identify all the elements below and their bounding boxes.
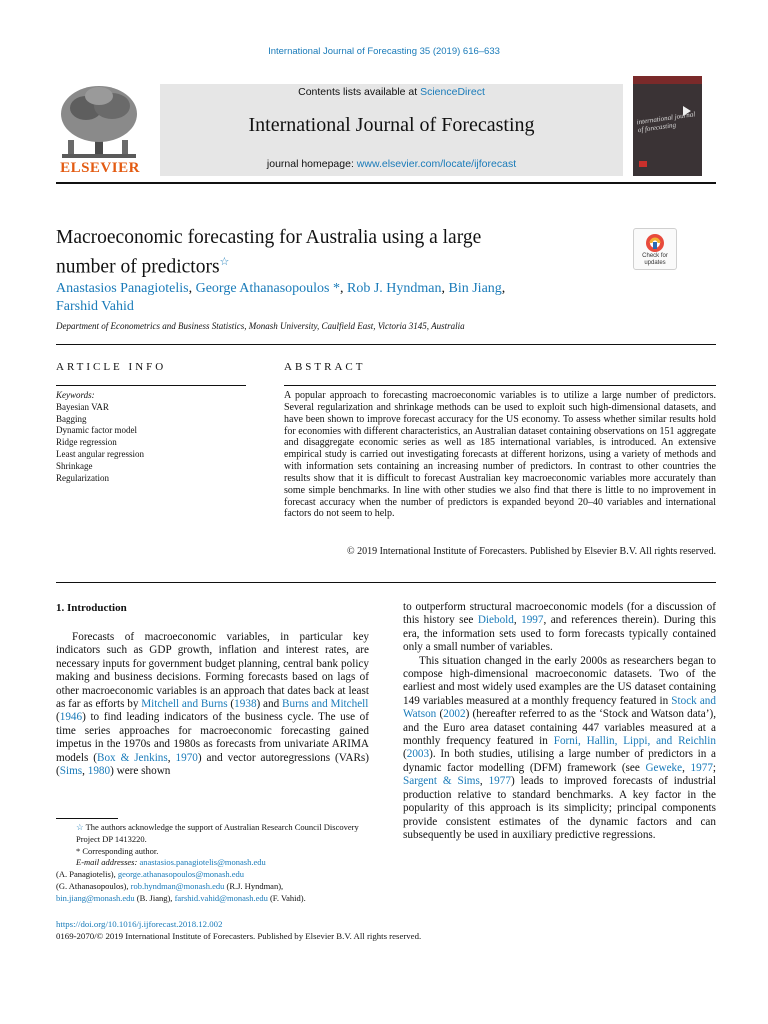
- contents-prefix: Contents lists available at: [298, 86, 421, 98]
- keyword: Dynamic factor model: [56, 425, 137, 436]
- author-separator: ,: [441, 281, 449, 296]
- affiliation-rule: [56, 344, 716, 345]
- journal-banner: [160, 84, 623, 176]
- homepage-line: [160, 158, 623, 170]
- citation-year-link[interactable]: 1997: [521, 614, 544, 627]
- citation-link[interactable]: Burns and Mitchell: [282, 698, 369, 711]
- author-separator: ,: [188, 281, 196, 296]
- email-link[interactable]: george.athanasopoulos@monash.edu: [117, 869, 245, 880]
- footnotes: [56, 822, 376, 905]
- email-owner: (A. Panagiotelis),: [56, 869, 118, 880]
- sciencedirect-link[interactable]: ScienceDirect: [420, 86, 485, 98]
- author-list: [56, 280, 656, 316]
- funding-footnote: [56, 822, 376, 846]
- citation-link[interactable]: Sims: [59, 765, 83, 778]
- journal-reference[interactable]: International Journal of Forecasting 35 (2019) 616–633: [268, 46, 500, 57]
- citation-year-link[interactable]: 1977: [690, 761, 713, 774]
- footnote-text: Corresponding author.: [80, 845, 159, 856]
- text-run: This situation changed in the early 2000s as researchers began to compose high-dimensional macroeconomic datasets. Two of the earliest and most widely used examples are the US dataset containing 149 variables measured at a monthly frequency featured in: [403, 654, 716, 707]
- text-run: ) leads to improved forecasts of industrial production relative to standard benchmarks. A key factor in the popularity of this approach is its simplicity; principal components provide consistent estimates of the dynamic factors and can subsequently be used in auxiliary predictive regressions.: [403, 775, 716, 841]
- journal-name: International Journal of Forecasting: [248, 114, 535, 136]
- cover-title: international journal of forecasting: [636, 110, 696, 135]
- text-run: ) and: [256, 698, 283, 711]
- abstract-text: A popular approach to forecasting macroeconomic variables is to utilize a large number of predictors. Several regularization and shrinkage methods can be used to exploit such high-dimensional datasets, and have been shown to improve forecast accuracy for the US economy. To assess whether similar results hold for economies with different characteristics, an Australian dataset containing observations on 151 aggregate and disaggregate economic series as well as 185 international variables, is introduced. An extensive empirical study is carried out investigating forecasts at different horizons, using a variety of methods and with information sets containing an increasing number of predictors. In contrast to other countries the results show that it is difficult to forecast Australian key macroeconomic variables more accurately than some simple benchmarks. In line with other studies we also find that there is little to no improvement in forecast accuracy when the number of predictors is expanded beyond 20–40 variables and international factors do not seem to help.: [284, 390, 716, 520]
- doi-link[interactable]: https://doi.org/10.1016/j.ijforecast.2018.12.002: [56, 919, 223, 929]
- keyword: Shrinkage: [56, 460, 93, 471]
- corresponding-mark[interactable]: *: [329, 281, 340, 296]
- email-link[interactable]: farshid.vahid@monash.edu: [174, 892, 268, 903]
- abstract-heading: ABSTRACT: [284, 361, 366, 373]
- author-link[interactable]: Bin Jiang: [448, 281, 502, 296]
- email-link[interactable]: bin.jiang@monash.edu: [56, 892, 135, 903]
- article-info-heading: ARTICLE INFO: [56, 361, 167, 373]
- email-footnote: [56, 857, 376, 904]
- citation-year-link[interactable]: 1938: [234, 698, 257, 711]
- intro-paragraph-1: [56, 631, 369, 778]
- text-run: ,: [513, 614, 522, 627]
- text-run: Forecasts of macroeconomic variables, in particular key indicators such as GDP growth, inflation and interest rates, are necessary inputs for government budget planning, central bank policy making and business decisions. Forming forecasts based on lags of other macroeconomic variables is an approach that dates back at least as far as efforts by: [56, 631, 369, 711]
- elsevier-wordmark: ELSEVIER: [60, 160, 140, 176]
- keyword: Ridge regression: [56, 437, 117, 448]
- citation-year-link[interactable]: 1970: [175, 751, 198, 764]
- intro-paragraph-continued: [403, 601, 716, 655]
- footnote-text: The authors acknowledge the support of Australian Research Council Discovery Project DP 1413220.: [76, 822, 359, 844]
- citation-link[interactable]: Geweke: [645, 761, 683, 774]
- citation-year-link[interactable]: 1946: [59, 711, 83, 724]
- corresponding-asterisk: *: [76, 845, 81, 856]
- text-run: ). In both studies, utilising a large number of predictors in a dynamic factor modelling (DFM) framework (see: [403, 748, 716, 774]
- introduction-heading: 1. Introduction: [56, 602, 127, 614]
- keyword: Bagging: [56, 413, 87, 424]
- citation-link[interactable]: Diebold: [477, 614, 514, 627]
- email-owner: (B. Jiang),: [134, 892, 175, 903]
- email-owner: (R.J. Hyndman),: [224, 880, 284, 891]
- text-run: (: [227, 698, 235, 711]
- citation-link[interactable]: Stock and Watson: [403, 694, 716, 721]
- text-run: ,: [82, 765, 88, 778]
- check-updates-icon: [645, 233, 665, 253]
- author-separator: ,: [340, 281, 347, 296]
- journal-cover-thumbnail[interactable]: [633, 76, 702, 176]
- title-footnote-star-icon[interactable]: ☆: [219, 256, 230, 268]
- intro-paragraph-2: [403, 655, 716, 843]
- contents-line: [160, 86, 623, 98]
- text-run: ) were shown: [110, 765, 171, 778]
- citation-link[interactable]: Forni, Hallin, Lippi, and Reichlin: [553, 735, 716, 748]
- body-left-column: [56, 631, 369, 778]
- keywords-heading: Keywords:: [56, 390, 95, 400]
- citation-link[interactable]: Mitchell and Burns: [141, 698, 228, 711]
- journal-homepage-link[interactable]: www.elsevier.com/locate/ijforecast: [356, 158, 517, 170]
- text-run: (: [403, 748, 407, 761]
- keywords-list: [56, 390, 246, 484]
- text-run: ,: [682, 761, 691, 774]
- text-run: ) (hereafter referred to as the ‘Stock and Watson data’), and the Euro area dataset containing 447 variables measured at a monthly frequency featured in: [403, 708, 716, 748]
- article-title: [56, 225, 616, 280]
- abstract-bottom-rule: [56, 582, 716, 583]
- body-right-column: [403, 601, 716, 842]
- author-link[interactable]: Rob J. Hyndman: [347, 281, 442, 296]
- title-line-1: Macroeconomic forecasting for Australia using a large: [56, 227, 482, 248]
- keyword: Bayesian VAR: [56, 401, 109, 412]
- affiliation: Department of Econometrics and Business Statistics, Monash University, Caulfield East, Victoria 3145, Australia: [56, 321, 465, 331]
- citation-year-link[interactable]: 2003: [406, 748, 430, 761]
- text-run: ) and vector autoregressions (VARs) (: [56, 751, 370, 778]
- cover-publisher-mark: [639, 161, 647, 167]
- issn-copyright: 0169-2070/© 2019 International Institute of Forecasters. Published by Elsevier B.V. All rights reserved.: [56, 931, 422, 941]
- abstract-copyright: © 2019 International Institute of Forecasters. Published by Elsevier B.V. All rights reserved.: [346, 546, 716, 557]
- email-link[interactable]: rob.hyndman@monash.edu: [130, 880, 225, 891]
- email-link[interactable]: anastasios.panagiotelis@monash.edu: [139, 857, 266, 868]
- email-owner: (G. Athanasopoulos),: [56, 880, 131, 891]
- footnote-rule: [56, 818, 118, 819]
- text-run: , and references therein). During this era, the information sets used to form forecasts typically contained only a small number of variables.: [403, 614, 716, 654]
- text-run: ,: [167, 751, 176, 764]
- author-link[interactable]: Farshid Vahid: [56, 299, 134, 314]
- cover-band: [633, 76, 702, 84]
- text-run: to outperform structural macroeconomic models (for a discussion of this history see: [403, 601, 716, 627]
- abstract-rule: [284, 385, 716, 386]
- citation-year-link[interactable]: 2002: [443, 708, 466, 721]
- check-updates-label: Check for updates: [642, 253, 668, 266]
- keyword: Regularization: [56, 472, 109, 483]
- homepage-prefix: journal homepage:: [266, 158, 357, 170]
- author-link[interactable]: Anastasios Panagiotelis: [56, 281, 189, 296]
- text-run: (: [56, 711, 60, 724]
- corresponding-footnote: [56, 846, 376, 858]
- citation-link[interactable]: Box & Jenkins: [96, 751, 168, 764]
- author-separator: ,: [501, 281, 506, 296]
- email-label: E-mail addresses:: [76, 857, 140, 868]
- text-run: ;: [712, 761, 717, 774]
- citation-year-link[interactable]: 1977: [488, 775, 511, 788]
- text-run: ,: [479, 775, 489, 788]
- check-for-updates-button[interactable]: [633, 228, 677, 270]
- email-owner: (F. Vahid).: [267, 892, 306, 903]
- text-run: (: [436, 708, 444, 721]
- header-rule: [56, 182, 716, 184]
- text-run: ) to find leading indicators of the business cycle. The use of time series approaches for macroeconomic forecasting gained impetus in the 1970s and 1980s as forecasts from univariate ARIMA models (: [56, 711, 369, 764]
- title-line-2: number of predictors: [56, 256, 220, 278]
- citation-link[interactable]: Sargent & Sims: [403, 775, 480, 788]
- footnote-star-icon[interactable]: ☆: [76, 822, 84, 832]
- author-link[interactable]: George Athanasopoulos: [195, 281, 330, 296]
- citation-year-link[interactable]: 1980: [87, 765, 111, 778]
- keyword: Least angular regression: [56, 448, 144, 459]
- article-info-rule: [56, 385, 246, 386]
